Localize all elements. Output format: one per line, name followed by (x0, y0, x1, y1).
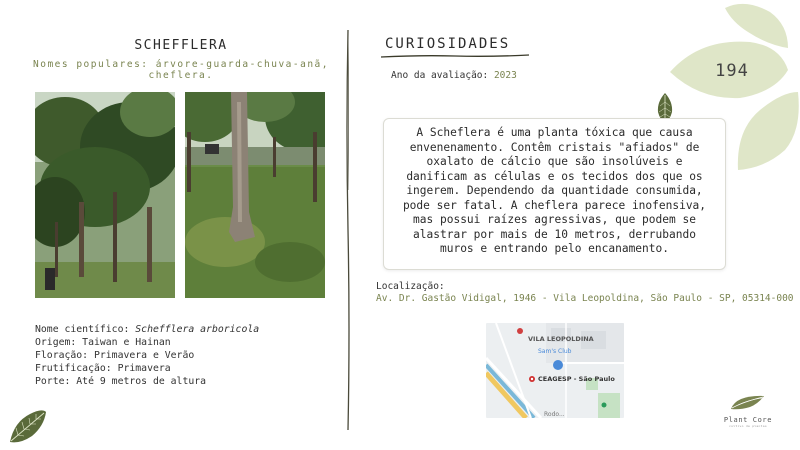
size-row: Porte: Até 9 metros de altura (35, 376, 207, 387)
plant-core-logo (718, 392, 778, 432)
tree-photo-canopy (35, 92, 175, 298)
plant-core-leaf-icon (728, 392, 768, 412)
origin-row: Origem: Taiwan e Hainan (35, 337, 171, 348)
map-road-label: Rodo... (544, 411, 565, 418)
plant-facts (35, 323, 259, 388)
scientific-name-row (35, 323, 259, 336)
plant-number-badge: 194 (715, 61, 749, 81)
plant-name-title: SCHEFFLERA (134, 38, 228, 53)
year-label: Ano da avaliação: (391, 70, 494, 81)
fruiting-row: Frutificação: Primavera (35, 363, 171, 374)
address-text: Av. Dr. Gastão Vidigal, 1946 - Vila Leopoldina, São Paulo - SP, 05314-000 (376, 293, 794, 304)
curiosity-card: A Scheflera é uma planta tóxica que causa envenenamento. Contêm cristais "afiados" de oxalato de cálcio que são insolúveis e danificam as células e os tecidos dos que os ingerem. Dependendo da quantidade consumida, pode ser fatal. A cheflera parece inofensiva, mas possui raízes agressivas, que podem se alastrar por mais de 10 metros, derrubando muros e entrando pelo encanamento. (383, 118, 726, 270)
vertical-divider (343, 30, 353, 430)
map-club-label: Sam's Club (538, 348, 572, 355)
flowering-row: Floração: Primavera e Verão (35, 350, 195, 361)
evaluation-year (391, 70, 517, 81)
map-district-label: VILA LEOPOLDINA (528, 335, 594, 343)
scientific-name-value: Schefflera arboricola (135, 324, 260, 335)
title-underline (381, 52, 529, 60)
curiosities-title: CURIOSIDADES (385, 36, 511, 52)
map-place-label: CEAGESP - São Paulo (538, 375, 615, 383)
tree-photo-trunk (185, 92, 325, 298)
location-map[interactable] (486, 323, 624, 418)
scientific-name-label: Nome científico: (35, 324, 136, 335)
location-label: Localização: (376, 281, 445, 292)
logo-name: Plant Core (723, 416, 773, 424)
logo-tagline: cultivo de plantas (729, 424, 767, 428)
year-value: 2023 (493, 70, 517, 81)
popular-names: Nomes populares: árvore-guarda-chuva-anã, cheflera. (33, 59, 329, 81)
bottom-leaf-icon (8, 408, 48, 444)
